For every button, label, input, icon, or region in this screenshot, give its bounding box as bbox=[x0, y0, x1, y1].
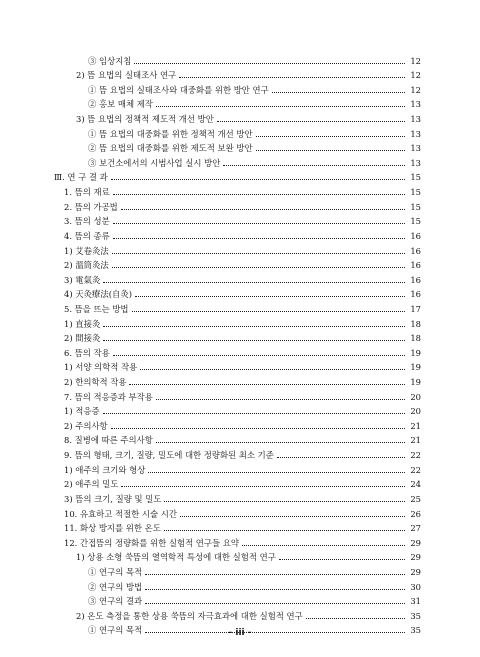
toc-entry-title: 8. 질병에 따른 주의사항 bbox=[64, 435, 153, 446]
toc-entry bbox=[0, 300, 480, 315]
toc-entry bbox=[0, 330, 480, 345]
toc-entry bbox=[0, 125, 480, 140]
toc-entry-title: 1) 애주의 크기와 형상 bbox=[64, 464, 146, 475]
toc-entry-page: 16 bbox=[410, 245, 421, 256]
dot-leader bbox=[111, 178, 405, 180]
dot-leader bbox=[242, 544, 405, 546]
toc-entry-title: 2) 주의사항 bbox=[64, 420, 108, 431]
dot-leader bbox=[103, 339, 405, 341]
toc-entry-title: 3) 뜸 요법의 정책적 제도적 개선 방안 bbox=[76, 114, 214, 125]
toc-entry bbox=[0, 169, 480, 184]
toc-entry-title: 2) 온도 측정을 통한 상용 쑥뜸의 자극효과에 대한 실험적 연구 bbox=[76, 610, 303, 621]
toc-entry bbox=[0, 183, 480, 198]
dot-leader bbox=[112, 266, 405, 268]
toc-entry bbox=[0, 549, 480, 564]
toc-entry bbox=[0, 461, 480, 476]
dot-leader bbox=[113, 222, 405, 224]
toc-entry-page: 16 bbox=[410, 274, 421, 285]
toc-entry-page: 35 bbox=[410, 625, 421, 636]
toc-entry-title: 2) 溫筒灸法 bbox=[64, 260, 109, 271]
toc-entry-page: 16 bbox=[410, 230, 421, 241]
toc-entry-title: 11. 화상 방지를 위한 온도 bbox=[64, 523, 161, 534]
dot-leader bbox=[256, 149, 405, 151]
toc-entry-page: 18 bbox=[410, 318, 421, 329]
toc-entry-page: 16 bbox=[410, 260, 421, 271]
toc-entry bbox=[0, 67, 480, 82]
toc-entry bbox=[0, 154, 480, 169]
toc-entry-page: 21 bbox=[410, 435, 421, 446]
toc-entry-title: 3) 뜸의 크기, 질량 및 밀도 bbox=[64, 493, 162, 504]
dot-leader bbox=[145, 573, 405, 575]
dot-leader bbox=[223, 164, 405, 166]
dot-leader bbox=[156, 105, 405, 107]
toc-entry-page: 22 bbox=[410, 464, 421, 475]
toc-entry-title: ③ 보건소에서의 시범사업 실시 방안 bbox=[88, 157, 221, 168]
toc-entry-title: 4) 天灸療法(自灸) bbox=[64, 289, 133, 300]
toc-entry-page: 19 bbox=[410, 362, 421, 373]
toc-entry-title: 7. 뜸의 적응증과 부작용 bbox=[64, 391, 153, 402]
dot-leader bbox=[103, 325, 405, 327]
toc-entry-page: 18 bbox=[410, 333, 421, 344]
dot-leader bbox=[121, 485, 405, 487]
toc-entry-page: 27 bbox=[410, 523, 421, 534]
toc-entry-page: 12 bbox=[410, 70, 421, 81]
dot-leader bbox=[256, 135, 405, 137]
dot-leader bbox=[113, 237, 405, 239]
toc-entry-page: 20 bbox=[410, 406, 421, 417]
toc-entry-page: 26 bbox=[410, 508, 421, 519]
dot-leader bbox=[164, 529, 405, 531]
dot-leader bbox=[272, 91, 405, 93]
toc-entry-title: 1) 적응증 bbox=[64, 406, 100, 417]
toc-entry-title: 1) 艾卷灸法 bbox=[64, 245, 109, 256]
toc-entry-page: 31 bbox=[410, 596, 421, 607]
toc-entry-page: 12 bbox=[410, 84, 421, 95]
toc-entry bbox=[0, 140, 480, 155]
toc-entry bbox=[0, 505, 480, 520]
dot-leader bbox=[179, 76, 405, 78]
dot-leader bbox=[217, 120, 405, 122]
dot-leader bbox=[111, 427, 405, 429]
dot-leader bbox=[277, 456, 405, 458]
dot-leader bbox=[113, 193, 405, 195]
toc-entry bbox=[0, 403, 480, 418]
toc-entry-title: ① 연구의 목적 bbox=[88, 625, 143, 636]
toc-entry-title: ③ 임상지침 bbox=[88, 55, 132, 66]
dot-leader bbox=[129, 383, 405, 385]
toc-entry bbox=[0, 432, 480, 447]
toc-entry-page: 35 bbox=[410, 610, 421, 621]
dot-leader bbox=[156, 441, 405, 443]
toc-entry bbox=[0, 476, 480, 491]
toc-entry-page: 24 bbox=[410, 479, 421, 490]
toc-entry bbox=[0, 286, 480, 301]
toc-entry bbox=[0, 490, 480, 505]
toc-entry-page: 15 bbox=[410, 201, 421, 212]
toc-entry-page: 29 bbox=[410, 537, 421, 548]
toc-entry-title: ② 홍보 매체 제작 bbox=[88, 99, 153, 110]
toc-entry-page: 29 bbox=[410, 552, 421, 563]
toc-entry bbox=[0, 520, 480, 535]
toc-entry-title: 2. 뜸의 가공법 bbox=[64, 201, 118, 212]
toc-entry bbox=[0, 242, 480, 257]
toc-entry-title: ② 뜸 요법의 대중화를 위한 제도적 보완 방안 bbox=[88, 143, 253, 154]
toc-entry bbox=[0, 578, 480, 593]
page-number: - iii - bbox=[228, 628, 252, 638]
toc-entry-page: 21 bbox=[410, 420, 421, 431]
toc-entry bbox=[0, 52, 480, 67]
dot-leader bbox=[145, 588, 405, 590]
toc-entry bbox=[0, 359, 480, 374]
toc-entry bbox=[0, 563, 480, 578]
toc-entry-title: 3. 뜸의 성분 bbox=[64, 216, 110, 227]
toc-entry-title: 1) 서양 의학적 작용 bbox=[64, 362, 138, 373]
toc-entry-title: 10. 유효하고 적절한 시술 시간 bbox=[64, 508, 177, 519]
toc-entry-page: 15 bbox=[410, 216, 421, 227]
dot-leader bbox=[145, 602, 405, 604]
dot-leader bbox=[140, 368, 405, 370]
toc-entry-title: 4. 뜸의 종류 bbox=[64, 230, 110, 241]
dot-leader bbox=[135, 295, 405, 297]
toc-entry-page: 19 bbox=[410, 347, 421, 358]
dot-leader bbox=[148, 471, 405, 473]
toc-entry bbox=[0, 271, 480, 286]
toc-entry bbox=[0, 198, 480, 213]
toc-entry-page: 25 bbox=[410, 493, 421, 504]
toc-entry-title: 12. 간접뜸의 정량화를 위한 실험적 연구들 요약 bbox=[64, 537, 239, 548]
toc-entry-title: 1) 상용 소형 쑥뜸의 열역학적 특성에 대한 실험적 연구 bbox=[76, 552, 276, 563]
toc-entry-page: 29 bbox=[410, 566, 421, 577]
toc-entry bbox=[0, 315, 480, 330]
toc-entry bbox=[0, 257, 480, 272]
toc-entry-title: ② 연구의 방법 bbox=[88, 581, 143, 592]
dot-leader bbox=[121, 208, 405, 210]
dot-leader bbox=[164, 500, 405, 502]
toc-entry-title: ③ 연구의 결과 bbox=[88, 596, 143, 607]
table-of-contents bbox=[0, 52, 480, 636]
toc-entry-title: 6. 뜸의 작용 bbox=[64, 347, 110, 358]
toc-entry bbox=[0, 388, 480, 403]
toc-entry bbox=[0, 227, 480, 242]
toc-entry bbox=[0, 110, 480, 125]
toc-entry bbox=[0, 607, 480, 622]
dot-leader bbox=[134, 62, 405, 64]
toc-entry bbox=[0, 344, 480, 359]
toc-entry-page: 13 bbox=[410, 128, 421, 139]
toc-entry-title: 2) 間接灸 bbox=[64, 333, 101, 344]
toc-entry bbox=[0, 446, 480, 461]
dot-leader bbox=[156, 398, 405, 400]
toc-entry-title: ① 연구의 목적 bbox=[88, 566, 143, 577]
toc-entry-page: 13 bbox=[410, 143, 421, 154]
toc-entry-title: 3) 電氣灸 bbox=[64, 274, 101, 285]
toc-entry-page: 30 bbox=[410, 581, 421, 592]
toc-entry-page: 17 bbox=[410, 303, 421, 314]
dot-leader bbox=[180, 515, 405, 517]
dot-leader bbox=[103, 281, 405, 283]
toc-entry bbox=[0, 213, 480, 228]
toc-entry-title: 1) 直接灸 bbox=[64, 318, 101, 329]
toc-entry-page: 15 bbox=[410, 187, 421, 198]
toc-entry-title: Ⅲ. 연 구 결 과 bbox=[54, 172, 108, 183]
toc-entry-title: 1. 뜸의 재료 bbox=[64, 187, 110, 198]
dot-leader bbox=[279, 558, 405, 560]
dot-leader bbox=[103, 412, 405, 414]
toc-entry bbox=[0, 593, 480, 608]
toc-entry-title: 2) 뜸 요법의 실태조사 연구 bbox=[76, 70, 177, 81]
dot-leader bbox=[132, 310, 405, 312]
toc-entry-page: 13 bbox=[410, 157, 421, 168]
toc-entry-page: 13 bbox=[410, 114, 421, 125]
toc-entry bbox=[0, 373, 480, 388]
toc-entry-title: ① 뜸 요법의 대중화를 위한 정책적 개선 방안 bbox=[88, 128, 253, 139]
toc-entry-page: 12 bbox=[410, 55, 421, 66]
dot-leader bbox=[306, 617, 405, 619]
toc-entry-page: 16 bbox=[410, 289, 421, 300]
toc-entry-page: 19 bbox=[410, 377, 421, 388]
toc-entry-title: 2) 한의학적 작용 bbox=[64, 377, 127, 388]
toc-entry-title: 9. 뜸의 형태, 크기, 질량, 밀도에 대한 정량화된 최소 기준 bbox=[64, 450, 274, 461]
toc-entry-title: ① 뜸 요법의 실태조사와 대중화를 위한 방안 연구 bbox=[88, 84, 269, 95]
toc-entry-page: 22 bbox=[410, 450, 421, 461]
toc-entry bbox=[0, 81, 480, 96]
toc-entry bbox=[0, 534, 480, 549]
toc-entry-page: 13 bbox=[410, 99, 421, 110]
toc-entry-page: 15 bbox=[410, 172, 421, 183]
dot-leader bbox=[112, 252, 405, 254]
toc-entry-title: 5. 뜸을 뜨는 방법 bbox=[64, 303, 129, 314]
toc-entry-title: 2) 애주의 밀도 bbox=[64, 479, 119, 490]
dot-leader bbox=[113, 354, 405, 356]
toc-entry-page: 20 bbox=[410, 391, 421, 402]
toc-entry bbox=[0, 417, 480, 432]
toc-entry bbox=[0, 96, 480, 111]
